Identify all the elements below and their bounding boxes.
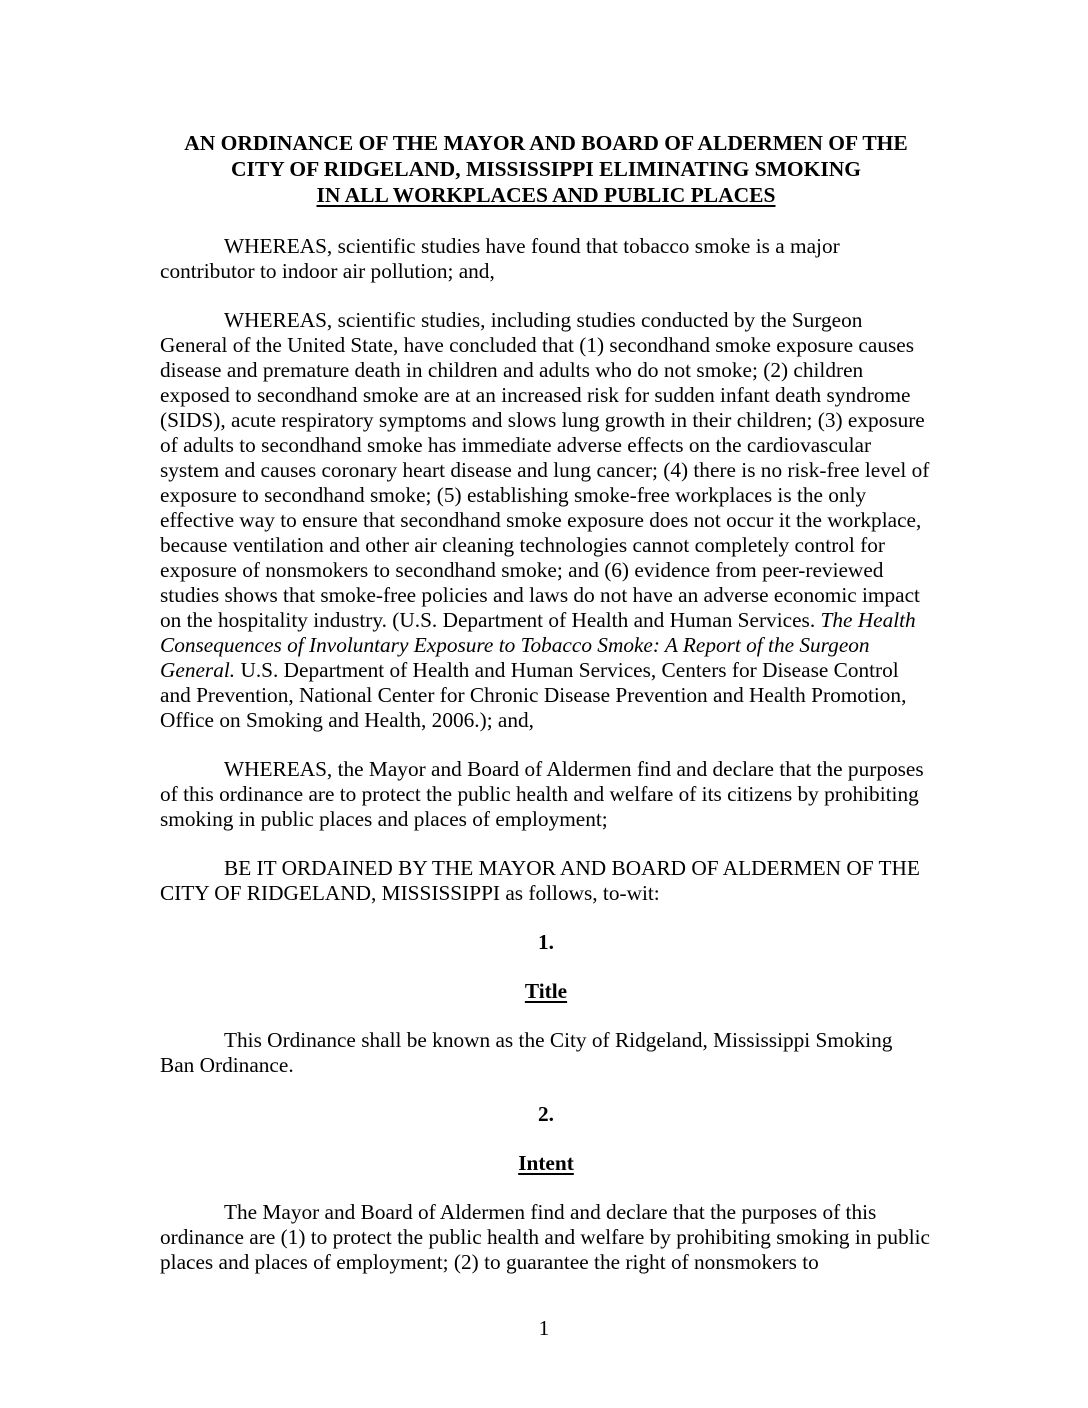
section-2-body: The Mayor and Board of Aldermen find and declare that the purposes of this ordinance are (1) to protect the public health and welfare by prohibiting smoking in public places and places of employment; (2) to guarantee the right of nonsmokers to bbox=[160, 1200, 931, 1274]
section-1-number: 1. bbox=[538, 930, 554, 954]
ordained-paragraph: BE IT ORDAINED BY THE MAYOR AND BOARD OF ALDERMEN OF THE CITY OF RIDGELAND, MISSISSIPPI as follows, to-wit: bbox=[160, 856, 920, 905]
title-line-1: AN ORDINANCE OF THE MAYOR AND BOARD OF ALDERMEN OF THE bbox=[184, 131, 908, 155]
section-2-heading: Intent bbox=[518, 1151, 574, 1175]
whereas-paragraph-1: WHEREAS, scientific studies have found that tobacco smoke is a major contributor to indoor air pollution; and, bbox=[160, 234, 840, 283]
whereas-2-text-before-citation: WHEREAS, scientific studies, including studies conducted by the Surgeon General of the United State, have concluded that (1) secondhand smoke exposure causes disease and premature death in children and adults who do not smoke; (2) children exposed to secondhand smoke are at an increased risk for sudden infant death syndrome (SIDS), acute respiratory symptoms and slows lung growth in their children; (3) exposure of adults to secondhand smoke has immediate adverse effects on the cardiovascular system and causes coronary heart disease and lung cancer; (4) there is no risk-free level of exposure to secondhand smoke; (5) establishing smoke-free workplaces is the only effective way to ensure that secondhand smoke exposure does not occur it the workplace, because ventilation and other air cleaning technologies cannot completely control for exposure of nonsmokers to secondhand smoke; and (6) evidence from peer-reviewed studies shows that smoke-free policies and laws do not have an adverse economic impact on the hospitality industry. (U.S. Department of Health and Human Services. bbox=[160, 308, 930, 632]
section-1-body: This Ordinance shall be known as the City of Ridgeland, Mississippi Smoking Ban Ordinance. bbox=[160, 1028, 893, 1077]
whereas-paragraph-2 bbox=[160, 308, 932, 733]
title-line-3: IN ALL WORKPLACES AND PUBLIC PLACES bbox=[316, 183, 776, 207]
whereas-2-text-after-citation: U.S. Department of Health and Human Services, Centers for Disease Control and Prevention, National Center for Chronic Disease Prevention and Health Promotion, Office on Smoking and Health, 2006.); and, bbox=[160, 658, 907, 732]
document-content bbox=[160, 130, 932, 1299]
title-line-2: CITY OF RIDGELAND, MISSISSIPPI ELIMINATING SMOKING bbox=[231, 157, 861, 181]
page-number: 1 bbox=[538, 1316, 550, 1340]
section-1-heading: Title bbox=[524, 979, 568, 1003]
document-title bbox=[160, 130, 932, 208]
whereas-paragraph-3: WHEREAS, the Mayor and Board of Aldermen find and declare that the purposes of this ordinance are to protect the public health and welfare of its citizens by prohibiting smoking in public places and places of employment; bbox=[160, 757, 924, 831]
section-2-number: 2. bbox=[538, 1102, 554, 1126]
whereas-2-citation-title: The Health Consequences of Involuntary Exposure to Tobacco Smoke: A Report of the Surgeon General. bbox=[160, 608, 916, 682]
